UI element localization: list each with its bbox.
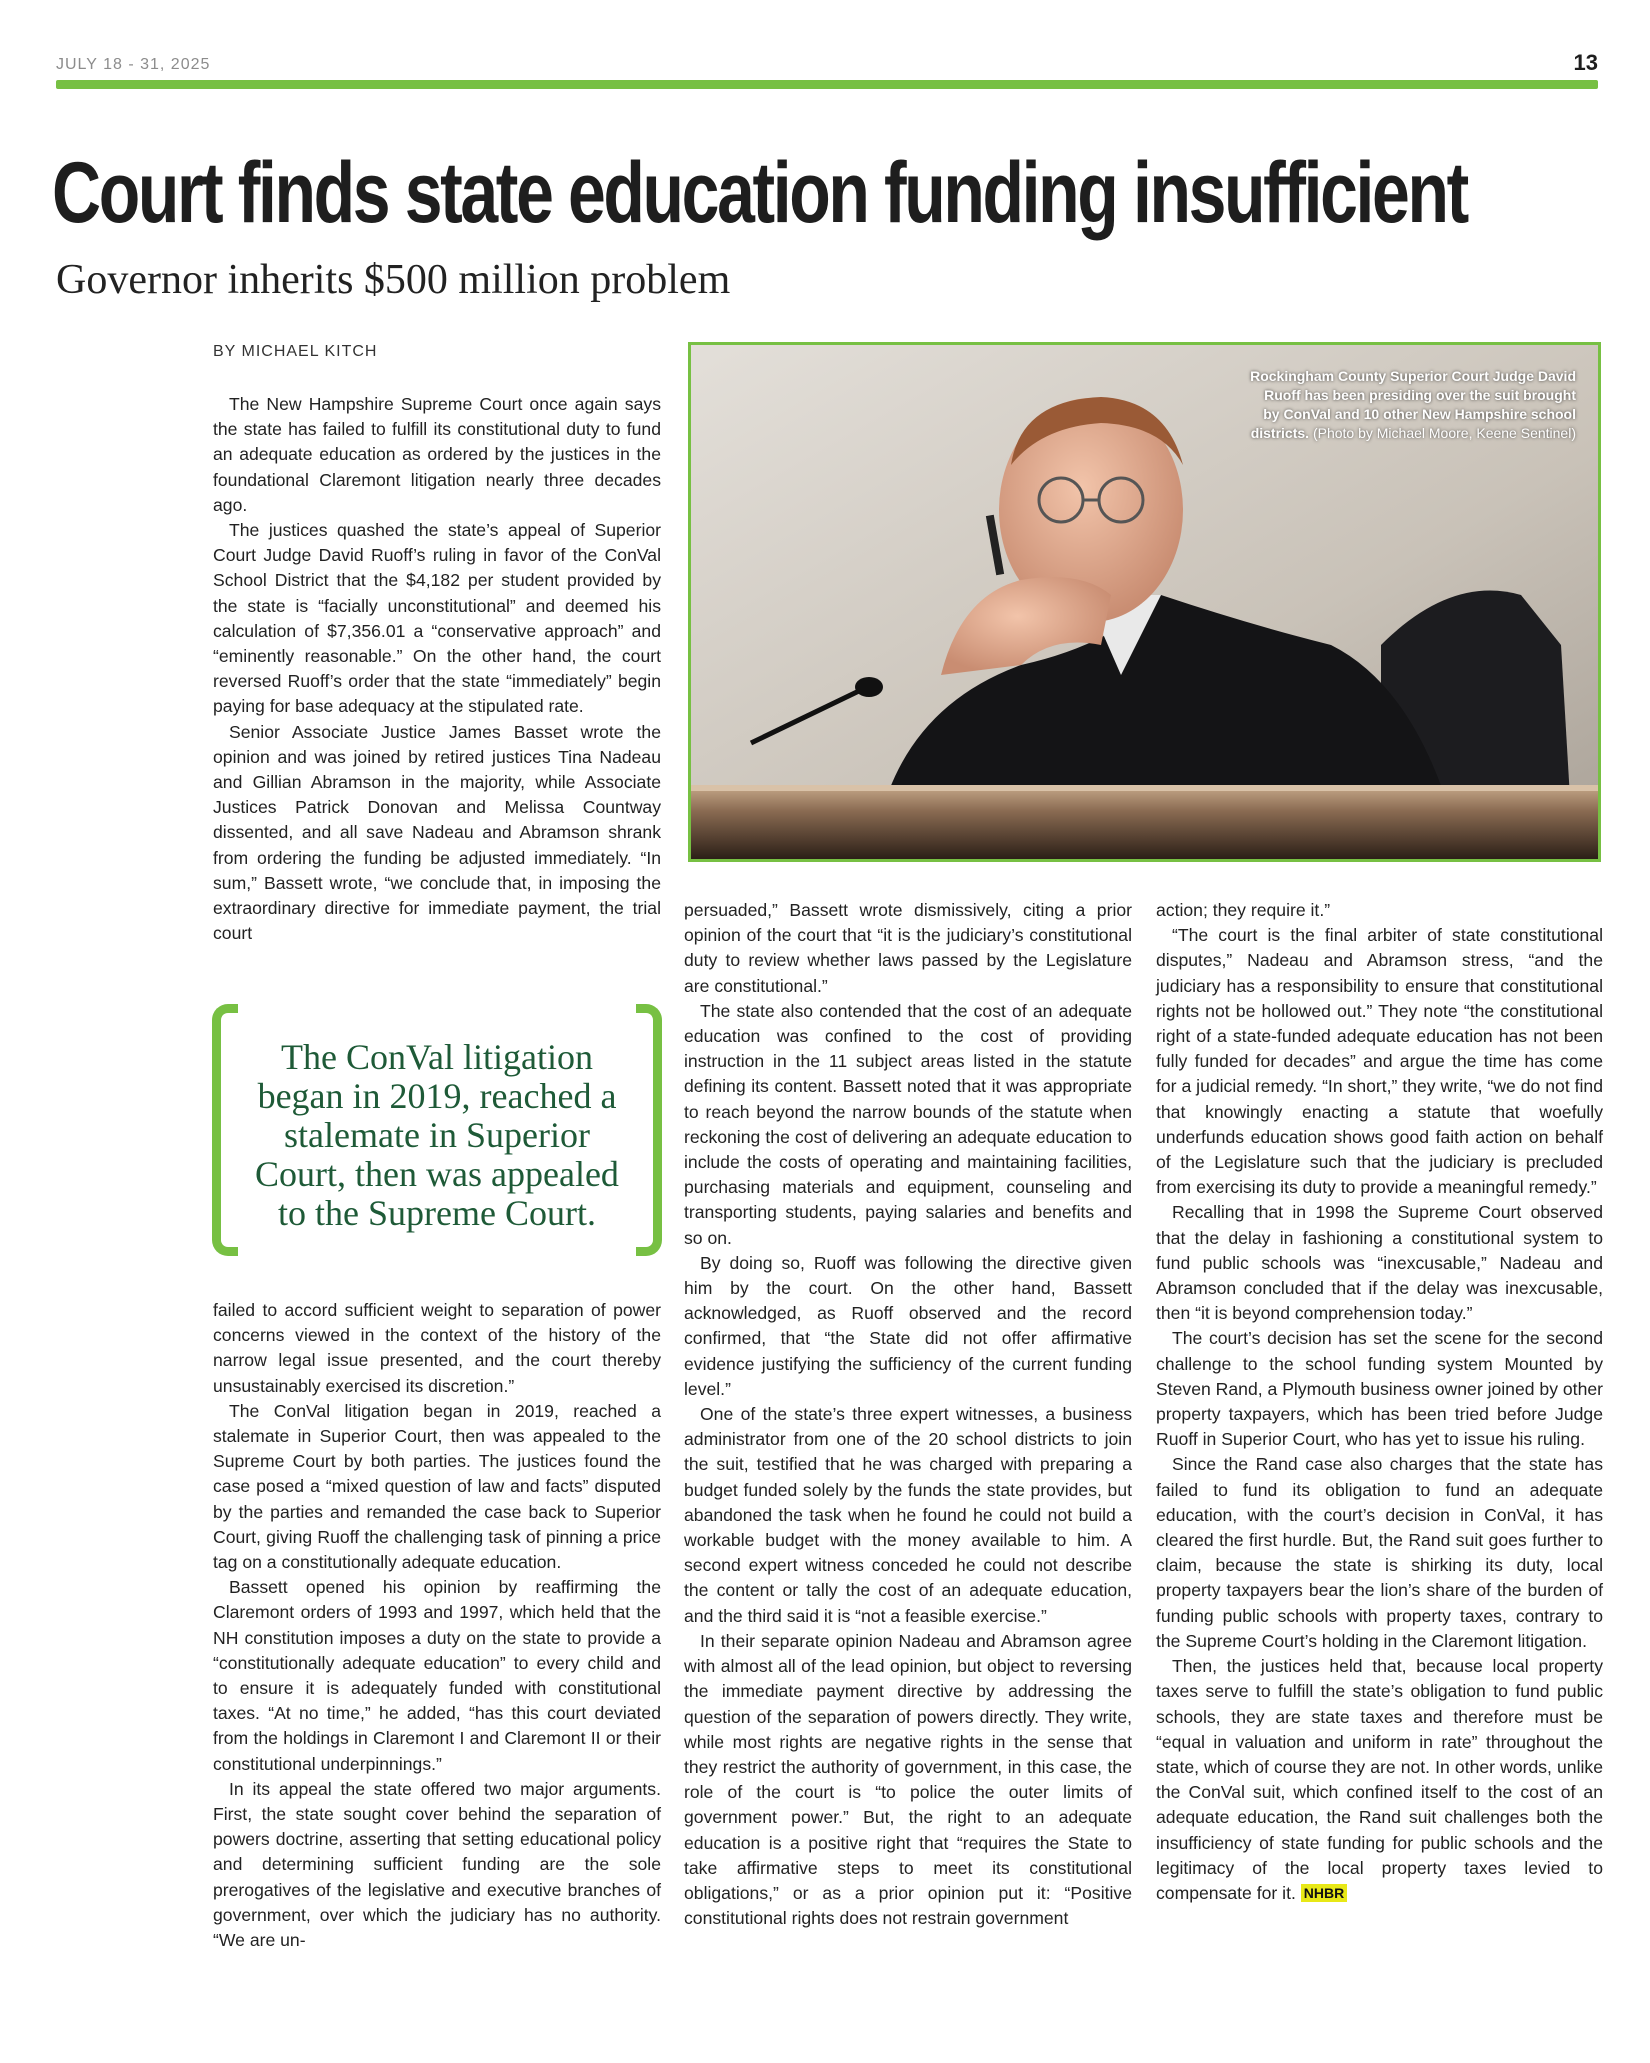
paragraph: action; they require it.” xyxy=(1156,900,1331,920)
paragraph: “The court is the final arbiter of state constitutional disputes,” Nadeau and Abramson stress, “and the judiciary has a responsibility to ensure that constitutional rights not be hollowed out.” They note “the constitutional right of a state-funded adequate education has not been fully funded for decades” and argue the time has come for a judicial remedy. “In short,” they write, “we do not find that knowingly enacting a statute that woefully underfunds education shows good faith action on behalf of the Legislature such that the judiciary is precluded from exercising its duty to provide a meaningful remedy.” xyxy=(1156,925,1603,1198)
headline: Court finds state education funding insufficient xyxy=(52,145,1467,241)
paragraph: In its appeal the state offered two major arguments. First, the state sought cover behind the separation of powers doctrine, asserting that setting educational policy and determining sufficient funding are the sole prerogatives of the legislative and executive branches of government, over which the judiciary has no authority. “We are un- xyxy=(213,1778,661,1951)
paragraph: In their separate opinion Nadeau and Abramson agree with almost all of the lead opinion, but object to reversing the immediate payment directive by addressing the question of the separation of powers directly. They write, while most rights are negative rights in the sense that they restrict the authority of government, in this case, the role of the court is “to police the outer limits of government power.” But, the right to an adequate education is a positive right that “requires the State to take affirmative steps to meet its constitutional obligations,” or as a prior opinion put it: “Positive constitutional rights does not restrain government xyxy=(684,1630,1132,1929)
header-rule xyxy=(56,80,1598,89)
paragraph: The state also contended that the cost of an adequate education was confined to the cost of providing instruction in the 11 subject areas listed in the statute defining its content. Bassett noted that it was appropriate to reach beyond the narrow bounds of the statute when reckoning the cost of delivering an adequate education to include the costs of operating and maintaining facilities, purchasing materials and equipment, counseling and transporting students, paying salaries and benefits and so on. xyxy=(684,1000,1132,1248)
article-column-3 xyxy=(1156,898,1603,1906)
pull-quote-text: The ConVal litigation began in 2019, reached a stalemate in Superior Court, then was appealed to the Supreme Court. xyxy=(255,1037,619,1233)
subhead: Governor inherits $500 million problem xyxy=(56,257,731,303)
paragraph: Bassett opened his opinion by reaffirming the Claremont orders of 1993 and 1997, which held that the NH constitution imposes a duty on the state to provide a “constitutionally adequate education” to every child and to ensure it is adequately funded with constitutional taxes. “At no time,” he added, “has this court deviated from the holdings in Claremont I and Claremont II or their constitutional underpinnings.” xyxy=(213,1577,661,1774)
paragraph-text: Then, the justices held that, because local property taxes serve to fulfill the state’s obligation to fund public schools, they are state taxes and therefore must be “equal in valuation and uniform in rate” throughout the state, which of course they are not. In other words, unlike the ConVal suit, which confined itself to the cost of an adequate education, the Rand suit challenges both the insufficiency of state funding for public schools and the legitimacy of the local property taxes levied to compensate for it. xyxy=(1156,1656,1603,1903)
paragraph: Since the Rand case also charges that the state has failed to fund its obligation to fund an adequate education, with the court’s decision in ConVal, it has cleared the first hurdle. But, the Rand suit goes further to claim, because the state is shirking its duty, local property taxpayers bear the lion’s share of the burden of funding public schools with property taxes, contrary to the Supreme Court’s holding in the Claremont litigation. xyxy=(1156,1454,1603,1651)
issue-date: JULY 18 - 31, 2025 xyxy=(56,56,211,73)
paragraph xyxy=(1156,1654,1603,1906)
paragraph: Recalling that in 1998 the Supreme Court observed that the delay in fashioning a constitutional system to fund public schools was “inexcusable,” Nadeau and Abramson concluded that if the delay was inexcusable, then “it is beyond comprehension today.” xyxy=(1156,1202,1603,1324)
right-bracket xyxy=(636,1004,662,1256)
photo-credit: (Photo by Michael Moore, Keene Sentinel) xyxy=(1312,425,1576,441)
photo-caption xyxy=(1244,367,1576,443)
paragraph: The justices quashed the state’s appeal of Superior Court Judge David Ruoff’s ruling in favor of the ConVal School District that the $4,182 per student provided by the state is “facially unconstitutional” and deemed his calculation of $7,356.01 a “conservative approach” and “eminently reasonable.” On the other hand, the court reversed Ruoff’s order that the state “immediately” begin paying for base adequacy at the stipulated rate. xyxy=(213,520,661,717)
paragraph: The court’s decision has set the scene for the second challenge to the school funding system Mounted by Steven Rand, a Plymouth business owner joined by other property taxpayers, which has been tried before Judge Ruoff in Superior Court, who has yet to issue his ruling. xyxy=(1156,1328,1603,1450)
article-column-2 xyxy=(684,898,1132,1931)
pull-quote xyxy=(212,1004,662,1256)
judge-photo xyxy=(688,342,1601,862)
photo-caption-text: Rockingham County Superior Court Judge David Ruoff has been presiding over the suit brought by ConVal and 10 other New Hampshire school districts. xyxy=(1250,368,1576,441)
paragraph: One of the state’s three expert witnesses, a business administrator from one of the 20 school districts to join the suit, testified that he was charged with preparing a budget funded solely by the funds the state provides, but abandoned the task when he found he could not build a workable budget with the money available to him. A second expert witness conceded he could not describe the content or tally the cost of an adequate education, and the third said it is “not a feasible exercise.” xyxy=(684,1404,1132,1626)
article-column-1-top xyxy=(213,392,661,946)
byline: BY MICHAEL KITCH xyxy=(213,343,378,360)
end-mark: NHBR xyxy=(1301,1884,1347,1902)
paragraph: failed to accord sufficient weight to separation of power concerns viewed in the context of the history of the narrow legal issue presented, and the court thereby unsustainably exercised its discretion.” xyxy=(213,1300,661,1396)
paragraph: The New Hampshire Supreme Court once again says the state has failed to fulfill its constitutional duty to fund an adequate education as ordered by the justices in the foundational Claremont litigation nearly three decades ago. xyxy=(213,394,661,515)
paragraph: The ConVal litigation began in 2019, reached a stalemate in Superior Court, then was appealed to the Supreme Court by both parties. The justices found the case posed a “mixed question of law and facts” disputed by the parties and remanded the case back to Superior Court, giving Ruoff the challenging task of pinning a price tag on a constitutionally adequate education. xyxy=(213,1400,661,1573)
paragraph: Senior Associate Justice James Basset wrote the opinion and was joined by retired justices Tina Nadeau and Gillian Abramson in the majority, while Associate Justices Patrick Donovan and Melissa Countway dissented, and all save Nadeau and Abramson shrank from ordering the funding be adjusted immediately. “In sum,” Bassett wrote, “we conclude that, in imposing the extraordinary directive for immediate payment, the trial court xyxy=(213,721,661,944)
article-column-1-bottom xyxy=(213,1298,661,1953)
page-number: 13 xyxy=(1573,50,1598,75)
left-bracket xyxy=(212,1004,238,1256)
paragraph: By doing so, Ruoff was following the directive given him by the court. On the other hand, Bassett acknowledged, as Ruoff observed and the record confirmed, that “the State did not offer affirmative evidence justifying the sufficiency of the current funding level.” xyxy=(684,1252,1132,1399)
paragraph: persuaded,” Bassett wrote dismissively, citing a prior opinion of the court that “it is the judiciary’s constitutional duty to review whether laws passed by the Legislature are constitutional.” xyxy=(684,900,1132,996)
